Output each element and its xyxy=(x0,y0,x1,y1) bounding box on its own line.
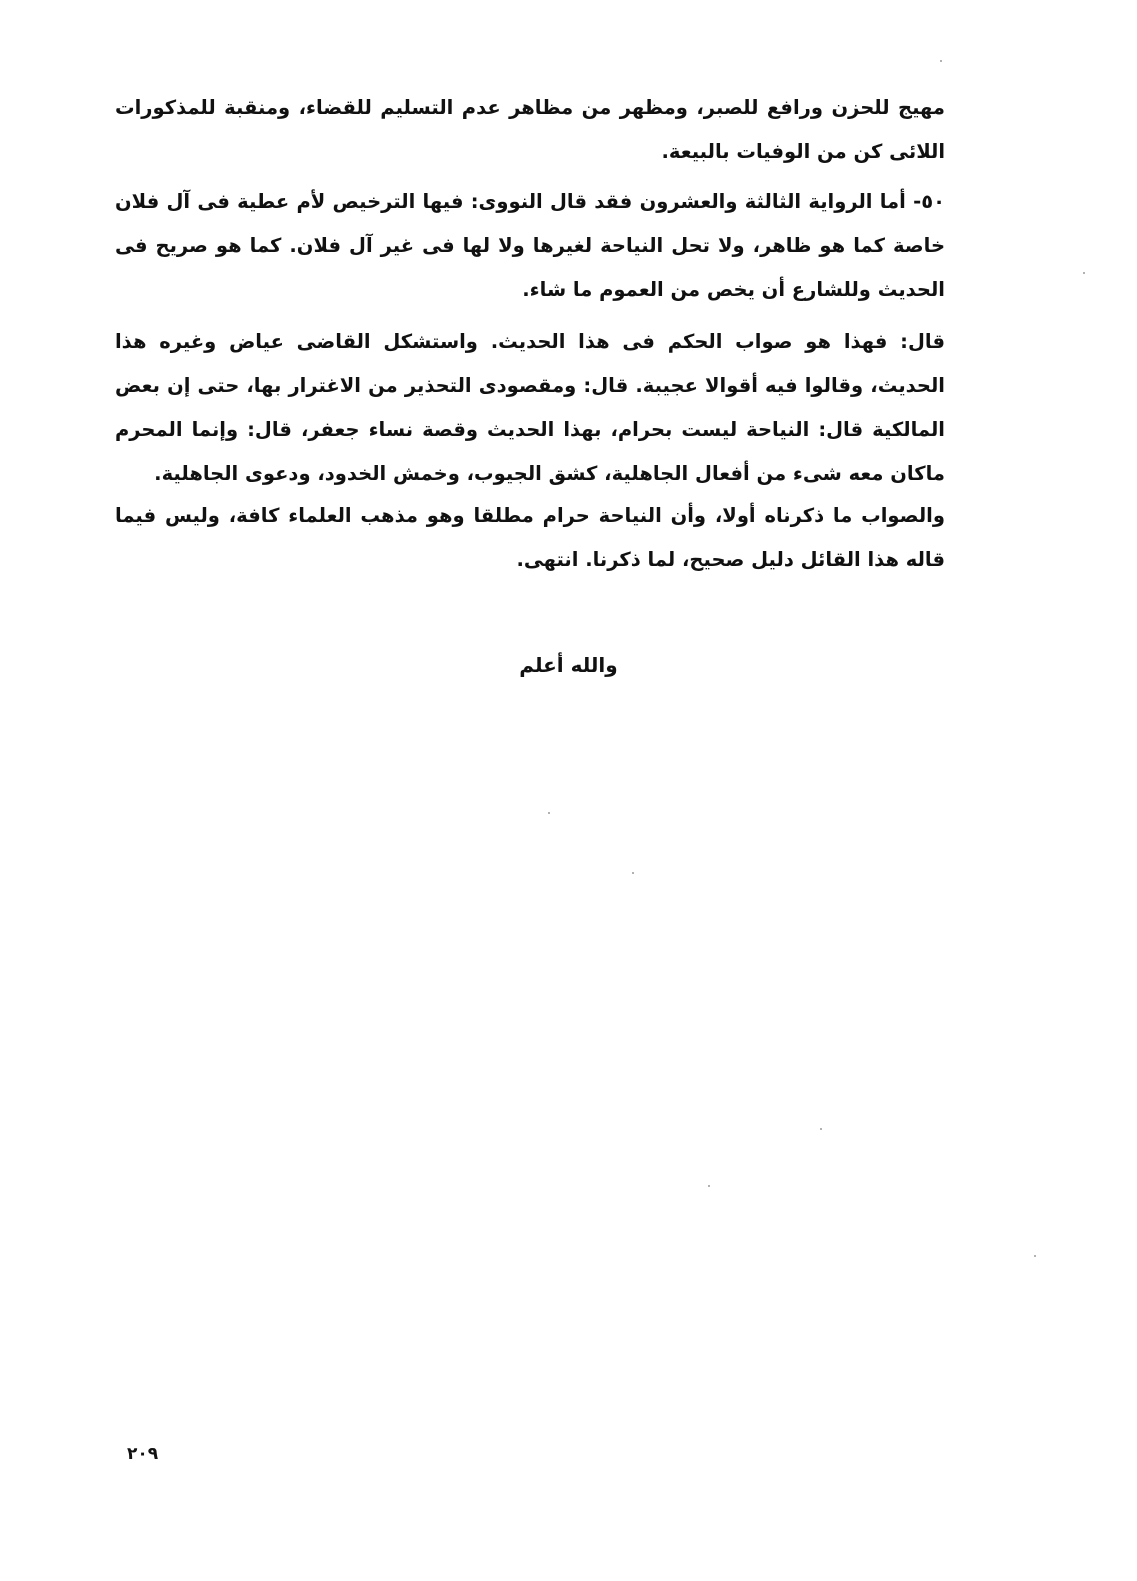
paragraph-qal: قال: فهذا هو صواب الحكم فى هذا الحديث. واستشكل القاضى عياض وغيره هذا الحديث، وقالوا فيه أقوالا عجيبة. قال: ومقصودى التحذير من الاغترار بها، حتى إن بعض المالكية قال: النياحة ليست بحرام، بهذا الحديث وقصة نساء جعفر، قال: وإنما المحرم ماكان معه شىء من أفعال الجاهلية، كشق الجيوب، وخمش الخدود، ودعوى الجاهلية. xyxy=(115,330,945,485)
closing-phrase: والله أعلم xyxy=(519,653,618,677)
item-50-text: أما الرواية الثالثة والعشرون فقد قال النووى: فيها الترخيص لأم عطية فى آل فلان خاصة كما هو ظاهر، ولا تحل النياحة لغيرها ولا لها فى غير آل فلان. كما هو صريح فى الحديث وللشارع أن يخص من العموم ما شاء. xyxy=(115,190,945,301)
item-number: ٥٠- xyxy=(913,190,945,213)
paragraph-sawab: والصواب ما ذكرناه أولا، وأن النياحة حرام مطلقا وهو مذهب العلماء كافة، وليس فيما قاله هذا القائل دليل صحيح، لما ذكرنا. انتهى. xyxy=(115,504,945,571)
scan-speck xyxy=(548,812,550,814)
scan-speck xyxy=(632,872,634,874)
scan-speck xyxy=(820,1128,822,1130)
page-number: ٢٠٩ xyxy=(127,1444,159,1464)
scan-speck xyxy=(940,60,942,62)
scan-speck xyxy=(708,1185,710,1187)
paragraph-item-50 xyxy=(115,180,945,312)
scan-speck xyxy=(1083,272,1085,274)
scan-speck xyxy=(1034,1255,1036,1257)
paragraph-intro: مهيج للحزن ورافع للصبر، ومظهر من مظاهر عدم التسليم للقضاء، ومنقبة للمذكورات اللائى كن من الوفيات بالبيعة. xyxy=(115,96,945,163)
